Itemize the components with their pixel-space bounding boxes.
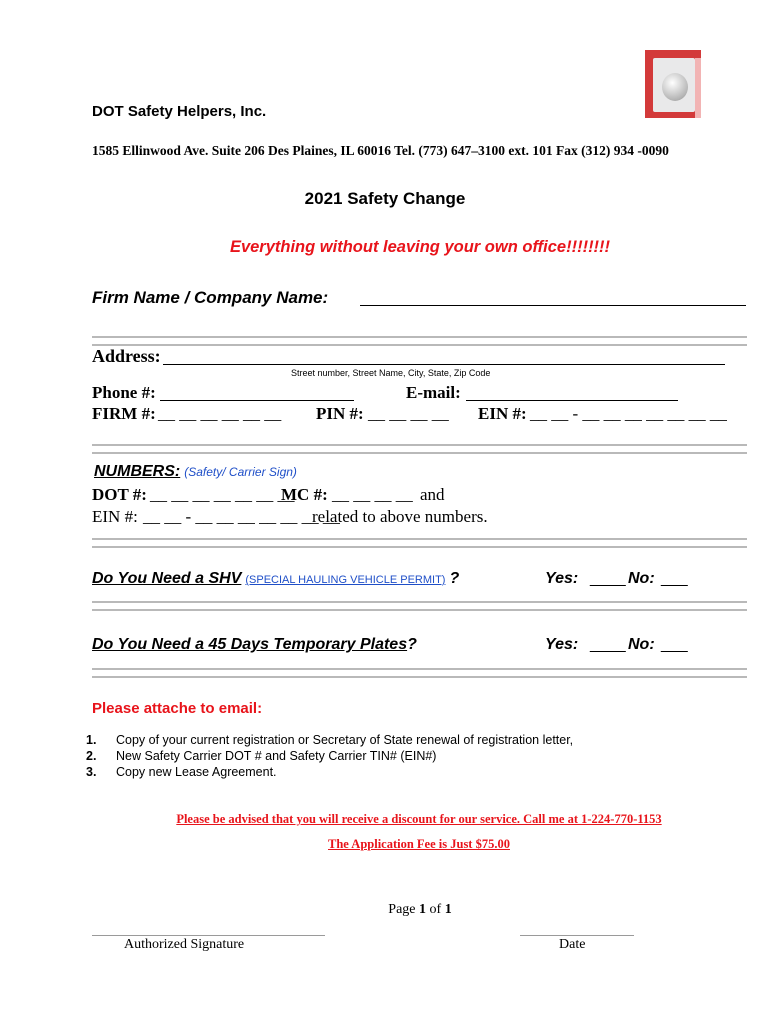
plates-question-mark: ? bbox=[407, 636, 417, 653]
page-of: of bbox=[426, 902, 445, 917]
page-prefix: Page bbox=[388, 902, 420, 917]
section-divider bbox=[92, 668, 747, 678]
ein-field[interactable]: __ __ - __ __ __ __ __ __ __ bbox=[530, 404, 727, 423]
shv-no-field[interactable]: ___ bbox=[661, 570, 688, 587]
firm-name-label: Firm Name / Company Name: bbox=[92, 288, 329, 307]
pin-label: PIN #: bbox=[316, 404, 364, 423]
plates-question bbox=[92, 636, 417, 654]
shv-question-note: (SPECIAL HAULING VEHICLE PERMIT) bbox=[245, 574, 446, 586]
page-indicator bbox=[0, 902, 770, 918]
numbers-heading bbox=[94, 463, 297, 481]
list-item-number: 3. bbox=[86, 765, 97, 779]
attach-list bbox=[86, 732, 573, 780]
list-item bbox=[86, 748, 573, 764]
phone-label: Phone #: bbox=[92, 383, 156, 402]
list-item bbox=[86, 764, 573, 780]
list-item bbox=[86, 732, 573, 748]
ein2-field[interactable]: __ __ - __ __ __ __ __ __ __ bbox=[143, 507, 340, 526]
fee-note: The Application Fee is Just $75.00 bbox=[328, 837, 510, 851]
shv-question-text: Do You Need a SHV bbox=[92, 570, 242, 587]
firm-number-field[interactable]: __ __ __ __ __ __ bbox=[158, 404, 282, 423]
phone-field[interactable] bbox=[160, 400, 354, 401]
email-label: E-mail: bbox=[406, 383, 461, 402]
company-address-line: 1585 Ellinwood Ave. Suite 206 Des Plaines, IL 60016 Tel. (773) 647–3100 ext. 101 Fax (312) 934 -0090 bbox=[92, 143, 669, 158]
signature-label: Authorized Signature bbox=[124, 937, 245, 952]
mc-field[interactable]: __ __ __ __ bbox=[332, 485, 413, 504]
numbers-heading-label: NUMBERS: bbox=[94, 463, 181, 480]
date-label: Date bbox=[559, 937, 586, 952]
firm-name-field[interactable] bbox=[360, 305, 746, 306]
dot-label: DOT #: bbox=[92, 485, 147, 504]
related-text: related to above numbers. bbox=[312, 507, 488, 526]
plates-no-label: No: bbox=[628, 636, 655, 653]
email-field[interactable] bbox=[466, 400, 678, 401]
attach-heading: Please attache to email: bbox=[92, 700, 263, 717]
firm-number-label: FIRM #: bbox=[92, 404, 156, 423]
ein-label: EIN #: bbox=[478, 404, 527, 423]
page-total: 1 bbox=[444, 902, 452, 917]
numbers-heading-note: (Safety/ Carrier Sign) bbox=[184, 465, 297, 479]
section-divider bbox=[92, 601, 747, 611]
page-number: 1 bbox=[419, 902, 427, 917]
list-item-text: Copy of your current registration or Secretary of State renewal of registration letter, bbox=[116, 733, 574, 747]
plates-no-field[interactable]: ___ bbox=[661, 636, 688, 653]
company-logo-badge-shield-icon bbox=[645, 50, 701, 118]
mc-label: MC #: bbox=[281, 485, 328, 504]
shv-question bbox=[92, 570, 459, 588]
shv-yes-label: Yes: bbox=[545, 570, 579, 587]
plates-yes-label: Yes: bbox=[545, 636, 579, 653]
list-item-number: 2. bbox=[86, 749, 97, 763]
discount-note: Please be advised that you will receive a discount for our service. Call me at 1-224-770-1153 bbox=[176, 812, 662, 826]
list-item-text: New Safety Carrier DOT # and Safety Carrier TIN# (EIN#) bbox=[116, 749, 437, 763]
list-item-text: Copy new Lease Agreement. bbox=[116, 765, 277, 779]
pin-field[interactable]: __ __ __ __ bbox=[368, 404, 449, 423]
section-divider bbox=[92, 444, 747, 454]
section-divider bbox=[92, 538, 747, 548]
date-line[interactable] bbox=[520, 935, 634, 936]
tagline: Everything without leaving your own office!!!!!!!! bbox=[229, 238, 611, 256]
section-divider bbox=[92, 336, 747, 346]
and-text: and bbox=[420, 485, 445, 504]
page-title: 2021 Safety Change bbox=[304, 189, 466, 208]
company-name: DOT Safety Helpers, Inc. bbox=[92, 103, 267, 120]
dot-field[interactable]: __ __ __ __ __ __ __ bbox=[150, 485, 295, 504]
shv-question-mark: ? bbox=[449, 570, 460, 587]
address-field[interactable] bbox=[163, 364, 725, 365]
list-item-number: 1. bbox=[86, 733, 97, 747]
address-label: Address: bbox=[92, 346, 161, 366]
shv-yes-field[interactable]: ____ bbox=[590, 570, 626, 587]
signature-line[interactable] bbox=[92, 935, 325, 936]
address-hint: Street number, Street Name, City, State, Zip Code bbox=[291, 368, 491, 378]
plates-yes-field[interactable]: ____ bbox=[590, 636, 626, 653]
ein2-label: EIN #: bbox=[92, 507, 138, 526]
shv-no-label: No: bbox=[628, 570, 655, 587]
plates-question-text: Do You Need a 45 Days Temporary Plates bbox=[92, 636, 408, 653]
